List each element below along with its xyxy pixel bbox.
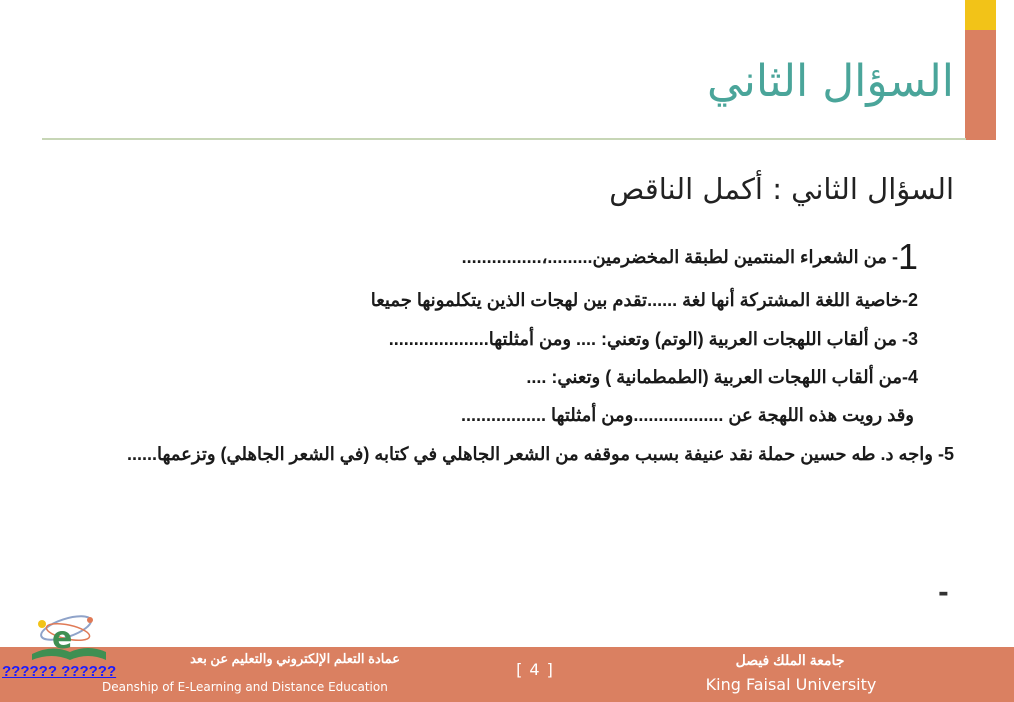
page-number: [ 4 ] [516, 660, 554, 679]
title-divider [42, 138, 966, 140]
footer-broken-text[interactable]: ?????? ?????? [2, 663, 117, 680]
slide-title: السؤال الثاني [706, 56, 954, 107]
question-2: 2-خاصية اللغة المشتركة أنها لغة ......تقدم بين لهجات الذين يتكلمونها جميعا [370, 290, 918, 310]
footer-university-en: King Faisal University [705, 675, 877, 694]
svg-text:e: e [52, 621, 73, 656]
trailing-dash: - [938, 578, 949, 608]
question-1-text: - من الشعراء المنتمين لطبقة المخضرمين.........،................ [461, 247, 898, 267]
question-1-number: 1 [897, 236, 918, 277]
e-learning-logo-icon [22, 608, 110, 664]
question-5: 5- واجه د. طه حسين حملة نقد عنيفة بسبب موقفه من الشعر الجاهلي في كتابه (في الشعر الجاهلي) وتزعمها...... [126, 444, 954, 464]
question-4: 4-من ألقاب اللهجات العربية (الطمطمانية ) وتعني: .... [526, 367, 918, 387]
accent-bar-top [965, 0, 996, 30]
question-1 [462, 236, 918, 278]
question-4-continued: وقد رويت هذه اللهجة عن ..................ومن أمثلتها ................. [461, 405, 914, 425]
footer-deanship-en: Deanship of E-Learning and Distance Education [102, 680, 388, 694]
slide-subtitle: السؤال الثاني : أكمل الناقص [609, 172, 954, 206]
question-3: 3- من ألقاب اللهجات العربية (الوتم) وتعني: .... ومن أمثلتها.................... [388, 329, 918, 349]
footer-university-ar: جامعة الملك فيصل [735, 652, 845, 668]
accent-bar-side [965, 30, 996, 140]
footer-deanship-ar: عمادة التعلم الإلكتروني والتعليم عن بعد [190, 651, 400, 666]
